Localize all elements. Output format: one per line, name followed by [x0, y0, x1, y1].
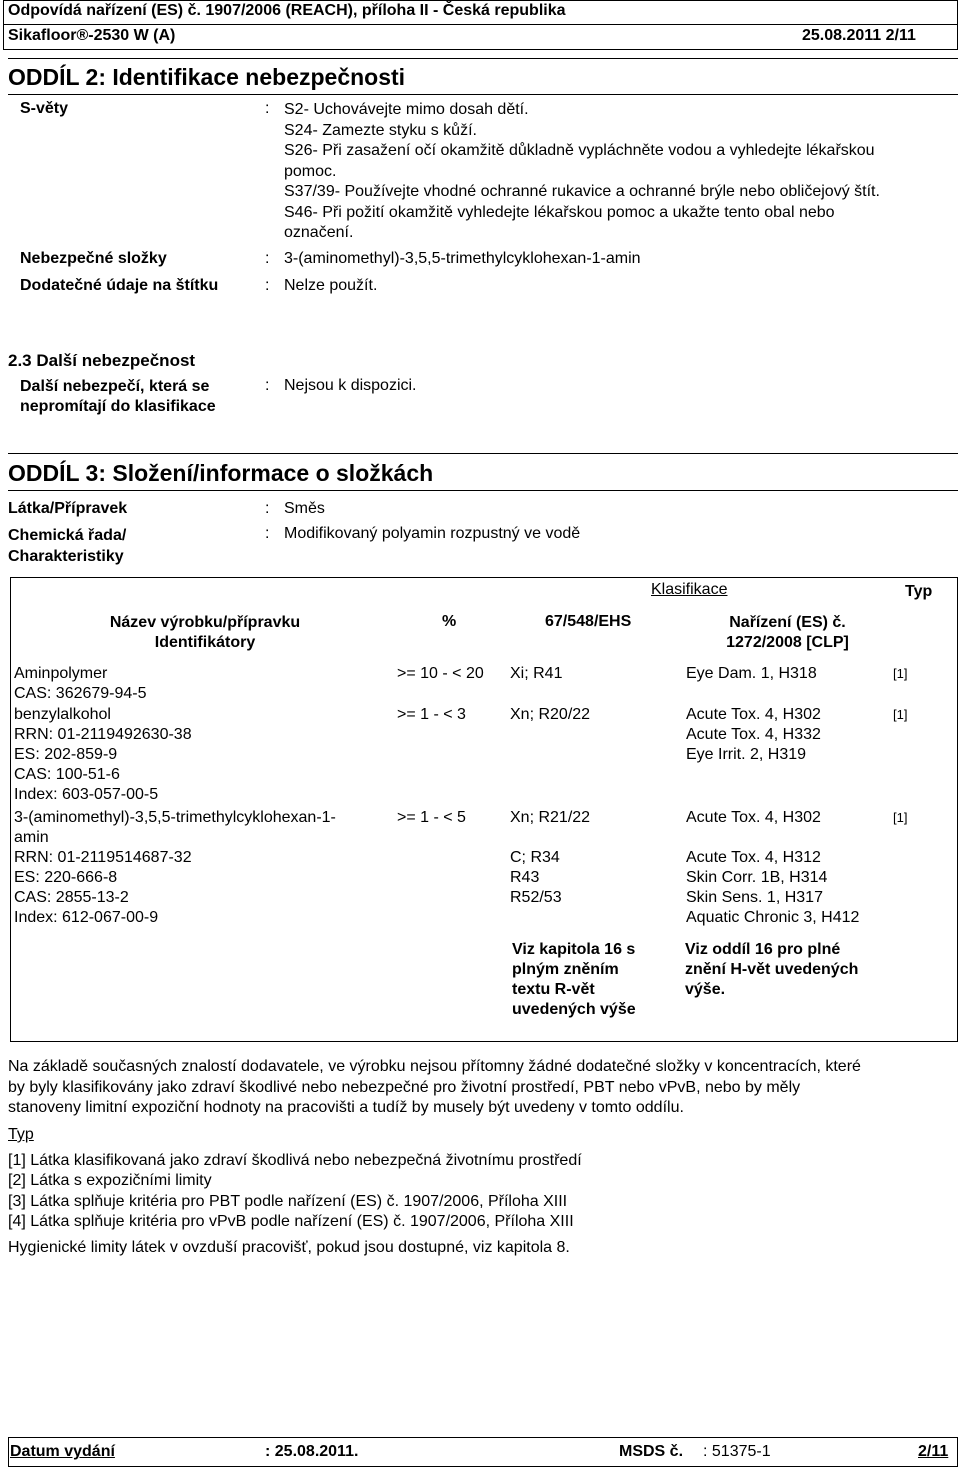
row-name-line: 3-(aminomethyl)-3,5,5-trimethylcyklohexan-1-: [14, 809, 336, 826]
s-phrase-line: S46- Při požití okamžitě vyhledejte lékařskou pomoc a ukažte tento obal nebo: [284, 203, 835, 221]
row-eec-line: Xi; R41: [510, 665, 563, 682]
extra-label-value: Nelze použít.: [284, 277, 378, 294]
row-clp-line: Acute Tox. 4, H302: [686, 706, 821, 723]
sub23-label-line: nepromítají do klasifikace: [20, 398, 216, 415]
row-name-line: RRN: 01-2119492630-38: [14, 726, 192, 743]
extra-label-label: Dodatečné údaje na štítku: [20, 277, 219, 294]
type-legend-item: [3] Látka splňuje kritéria pro PBT podle nařízení (ES) č. 1907/2006, Příloha XIII: [8, 1192, 568, 1210]
s-phrases-colon: :: [265, 100, 270, 117]
clp-note: [685, 940, 858, 1000]
clp-note-line: výše.: [685, 981, 726, 998]
row-percent: >= 1 - < 3: [397, 706, 466, 723]
eec-note-line: textu R-vět: [512, 981, 595, 998]
row-percent: >= 1 - < 5: [397, 809, 466, 826]
row-name-line: CAS: 362679-94-5: [14, 685, 147, 702]
clp-header-line: 1272/2008 [CLP]: [726, 634, 849, 651]
chemical-colon: :: [265, 525, 270, 542]
row-eec-line: [510, 828, 590, 848]
clp-header-line: Nařízení (ES) č.: [729, 614, 846, 631]
msds-value: : 51375-1: [703, 1443, 771, 1460]
substance-label: Látka/Přípravek: [8, 500, 128, 517]
clp-note-line: znění H-vět uvedených: [685, 961, 859, 978]
row-clp: [686, 705, 821, 765]
row-eec-line: Xn; R20/22: [510, 706, 591, 723]
type-heading: Typ: [8, 1126, 34, 1143]
section2-rule-top: [8, 58, 958, 59]
s-phrase-line: S2- Uchovávejte mimo dosah dětí.: [284, 101, 529, 118]
extra-label-colon: :: [265, 277, 270, 294]
section3-rule-bottom: [8, 490, 958, 491]
issue-date-label: Datum vydání: [10, 1443, 115, 1460]
name-header-line: Identifikátory: [154, 634, 256, 651]
row-eec: [510, 664, 562, 684]
row-clp: [686, 808, 859, 928]
substance-value: Směs: [284, 500, 325, 517]
section3-title: ODDÍL 3: Složení/informace o složkách: [8, 460, 434, 486]
row-clp-line: Eye Dam. 1, H318: [686, 665, 817, 682]
eec-note-line: plným zněním: [512, 961, 619, 978]
row-eec-line: R52/53: [510, 889, 562, 906]
row-clp-line: Skin Sens. 1, H317: [686, 889, 823, 906]
percent-header: %: [442, 613, 457, 630]
hazardous-value: 3-(aminomethyl)-3,5,5-trimethylcyklohexan-1-amin: [284, 250, 641, 267]
row-name-line: Index: 612-067-00-9: [14, 909, 159, 926]
row-clp-line: Acute Tox. 4, H332: [686, 726, 821, 743]
row-name-line: CAS: 100-51-6: [14, 766, 120, 783]
row-type: [1]: [893, 810, 908, 825]
type-legend-item: [1] Látka klasifikovaná jako zdraví škodlivá nebo nebezpečná životnímu prostředí: [8, 1152, 582, 1169]
sub23-colon: :: [265, 377, 270, 394]
paragraph-line: stanoveny limitní expoziční hodnoty na pracovišti a tudíž by musely být uvedeny v tomto oddílu.: [8, 1099, 684, 1116]
classification-header: Klasifikace: [651, 581, 728, 598]
name-header: [60, 613, 350, 653]
row-clp-line: Skin Corr. 1B, H314: [686, 869, 828, 886]
s-phrase-line: S37/39- Používejte vhodné ochranné rukavice a ochranné brýle nebo obličejový štít.: [284, 183, 880, 200]
row-name-line: CAS: 2855-13-2: [14, 889, 129, 906]
substance-colon: :: [265, 500, 270, 517]
table-row: [14, 705, 192, 805]
row-type: [1]: [893, 707, 908, 722]
sub23-title: 2.3 Další nebezpečnost: [8, 351, 196, 370]
name-header-line: Název výrobku/přípravku: [109, 614, 301, 631]
type-header: Typ: [905, 583, 933, 600]
msds-label: MSDS č.: [619, 1443, 684, 1460]
eec-note: [512, 940, 636, 1020]
footer-page: 2/11: [918, 1443, 949, 1460]
s-phrase-line: S26- Při zasažení očí okamžitě důkladně vypláchněte vodou a vyhledejte lékařskou: [284, 142, 875, 159]
paragraph-line: by byly klasifikovány jako zdraví škodlivé nebo nebezpečné pro životní prostředí, PBT nebo vPvB, nebo by měly: [8, 1078, 801, 1096]
row-clp: [686, 664, 817, 684]
product-name: Sikafloor®-2530 W (A): [8, 27, 176, 44]
type-legend: [8, 1151, 582, 1232]
row-eec-line: Xn; R21/22: [510, 809, 591, 826]
s-phrases-label: S-věty: [20, 100, 69, 117]
s-phrase-line: S24- Zamezte styku s kůží.: [284, 121, 477, 139]
eec-note-line: Viz kapitola 16 s: [512, 941, 636, 958]
chemical-label-line: Chemická řada/: [8, 527, 127, 544]
table-row: [14, 808, 336, 928]
chemical-value: Modifikovaný polyamin rozpustný ve vodě: [284, 525, 581, 542]
chemical-label: [8, 525, 126, 567]
eec-note-line: uvedených výše: [512, 1001, 636, 1018]
row-name-line: RRN: 01-2119514687-32: [14, 849, 192, 866]
footer-box: [8, 1437, 958, 1467]
s-phrase-line: pomoc.: [284, 162, 337, 180]
paragraph-line: Na základě současných znalostí dodavatele, ve výrobku nejsou přítomny žádné dodatečné složky v koncentracích, které: [8, 1058, 861, 1075]
section3-rule-top: [8, 453, 958, 454]
row-clp-line: Aquatic Chronic 3, H412: [686, 909, 860, 926]
row-name-line: Index: 603-057-00-5: [14, 786, 159, 803]
s-phrases-list: [284, 100, 880, 244]
clp-note-line: Viz oddíl 16 pro plné: [685, 941, 841, 958]
row-name-line: ES: 220-666-8: [14, 869, 118, 886]
row-clp-line: Acute Tox. 4, H302: [686, 809, 821, 826]
issue-date-value: : 25.08.2011.: [265, 1443, 359, 1460]
sub23-label: [20, 377, 216, 417]
hygiene-note: Hygienické limity látek v ovzduší pracovišť, pokud jsou dostupné, viz kapitola 8.: [8, 1239, 570, 1256]
hazardous-label: Nebezpečné složky: [20, 250, 167, 267]
row-eec-line: C; R34: [510, 849, 560, 866]
type-legend-item: [4] Látka splňuje kritéria pro vPvB podle nařízení (ES) č. 1907/2006, Příloha XIII: [8, 1212, 574, 1230]
row-name-line: amin: [14, 829, 49, 846]
row-name-line: Aminpolymer: [14, 665, 108, 682]
row-type: [1]: [893, 666, 908, 681]
row-clp-line: Eye Irrit. 2, H319: [686, 746, 807, 763]
chemical-label-line: Charakteristiky: [8, 548, 124, 565]
row-name-line: benzylalkohol: [14, 706, 111, 723]
row-clp-line: Acute Tox. 4, H312: [686, 849, 821, 866]
row-eec-line: R43: [510, 869, 540, 886]
row-clp-line: [686, 828, 859, 848]
type-legend-item: [2] Látka s expozičními limity: [8, 1172, 212, 1190]
eec-header: 67/548/EHS: [545, 613, 632, 630]
sub23-label-line: Další nebezpečí, která se: [20, 378, 210, 395]
clp-header: [700, 613, 875, 653]
section2-rule-bottom: [8, 94, 958, 95]
composition-paragraph: [8, 1057, 861, 1119]
s-phrase-line: označení.: [284, 224, 354, 241]
row-name-line: ES: 202-859-9: [14, 746, 118, 763]
hazardous-colon: :: [265, 250, 270, 267]
table-row: [14, 664, 147, 704]
row-eec: [510, 808, 590, 908]
sub23-value: Nejsou k dispozici.: [284, 377, 417, 394]
header-date-page: 25.08.2011 2/11: [802, 27, 916, 44]
row-eec: [510, 705, 590, 725]
regulation-line: Odpovídá nařízení (ES) č. 1907/2006 (REACH), příloha II - Česká republika: [8, 2, 566, 19]
section2-title: ODDÍL 2: Identifikace nebezpečnosti: [8, 64, 406, 90]
row-percent: >= 10 - < 20: [397, 665, 484, 682]
